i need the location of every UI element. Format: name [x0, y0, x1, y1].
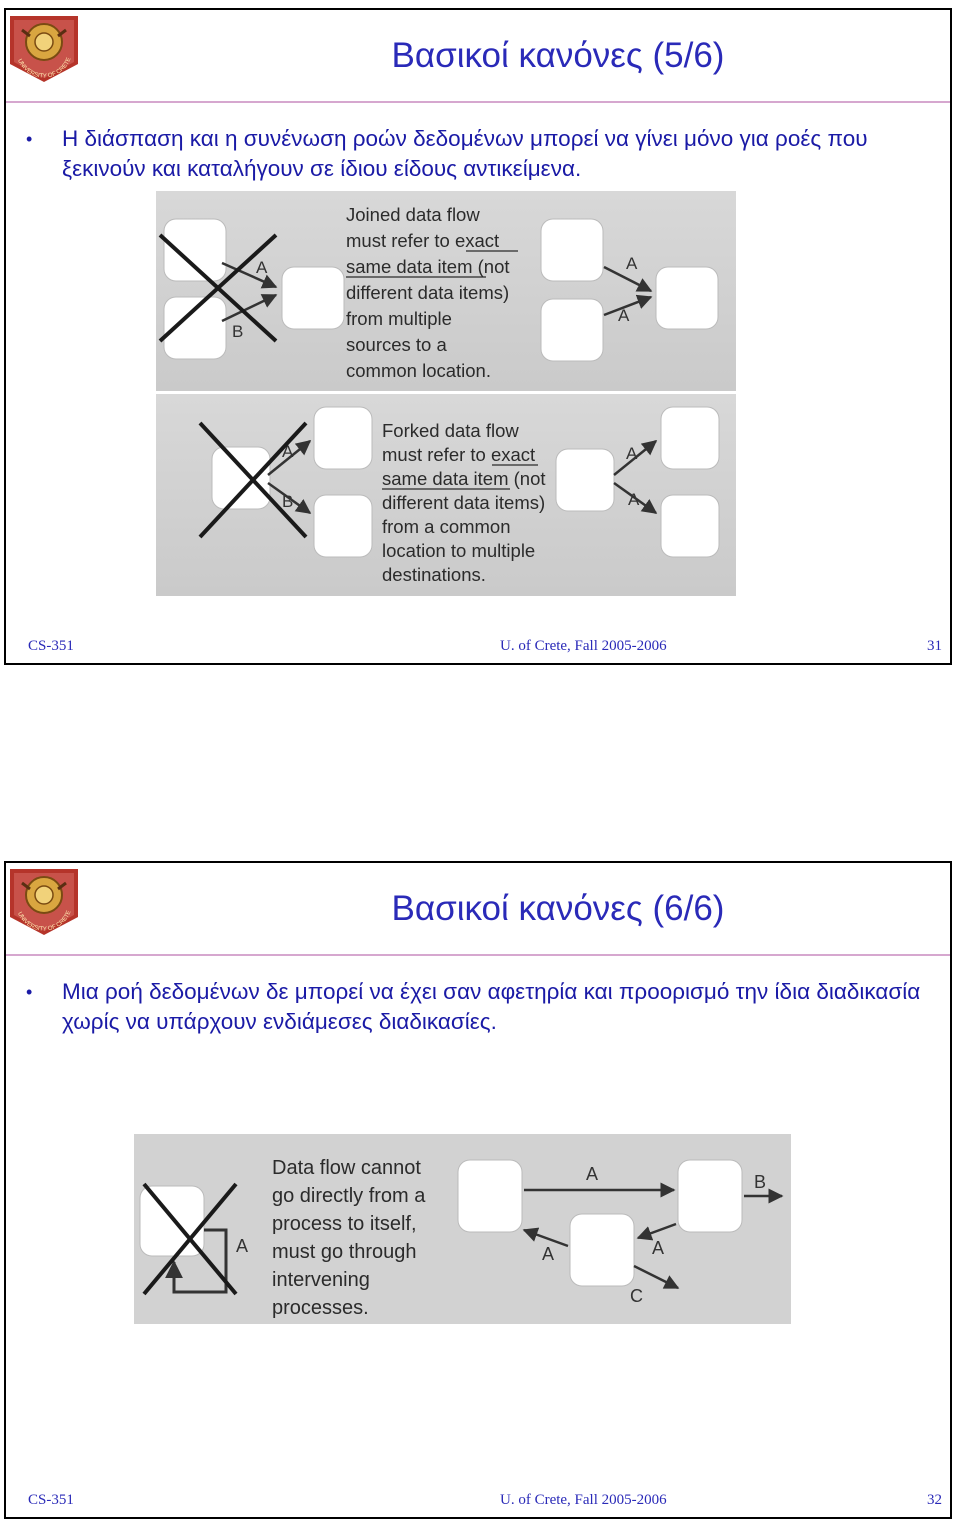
process-box: [212, 447, 270, 509]
flow-label: A: [586, 1164, 599, 1184]
flow-label: A: [282, 442, 294, 461]
flow-label: C: [630, 1286, 643, 1306]
title-divider: [6, 954, 950, 956]
process-box: [656, 267, 718, 329]
process-box: [314, 495, 372, 557]
svg-text:same data item (not: same data item (not: [346, 256, 510, 277]
process-box: [314, 407, 372, 469]
svg-text:must refer to exact: must refer to exact: [382, 444, 536, 465]
process-box: [458, 1160, 522, 1232]
process-box: [661, 407, 719, 469]
svg-text:same data item (not: same data item (not: [382, 468, 546, 489]
flow-label: B: [282, 492, 294, 511]
process-box: [164, 219, 226, 281]
process-box: [541, 299, 603, 361]
process-box: [570, 1214, 634, 1286]
university-of-crete-logo: [8, 865, 80, 937]
process-box: [661, 495, 719, 557]
flow-label: A: [618, 306, 630, 325]
logo-text: UNIVERSITY OF CRETE: [16, 909, 73, 933]
university-of-crete-logo: [8, 12, 80, 84]
footer-course: CS-351: [28, 1492, 74, 1508]
process-box: [556, 449, 614, 511]
svg-text:from a common: from a common: [382, 516, 511, 537]
process-box: [282, 267, 344, 329]
svg-text:location to multiple: location to multiple: [382, 540, 536, 561]
svg-text:Data flow cannot: Data flow cannot: [272, 1157, 421, 1179]
svg-text:must go through: must go through: [272, 1241, 417, 1263]
bullet-text: Μια ροή δεδομένων δε μπορεί να έχει σαν αφετηρία και προορισμό την ίδια διαδικασία χωρίς να υπάρχουν ενδιάμεσες διαδικασίες.: [62, 979, 921, 1034]
flow-label: A: [626, 254, 638, 273]
flow-label: A: [628, 490, 640, 509]
svg-text:intervening: intervening: [272, 1269, 370, 1291]
svg-text:sources to a: sources to a: [346, 334, 447, 355]
svg-text:different data items): different data items): [382, 492, 546, 513]
svg-text:processes.: processes.: [272, 1297, 369, 1319]
slide-32: [4, 861, 952, 1519]
flow-label: A: [626, 444, 638, 463]
logo-text: UNIVERSITY OF CRETE: [16, 56, 73, 80]
page-title: Βασικοί κανόνες (6/6): [391, 889, 725, 928]
flow-label: B: [232, 322, 244, 341]
svg-text:different data items): different data items): [346, 282, 510, 303]
footer-university: U. of Crete, Fall 2005-2006: [500, 638, 667, 654]
bullet-item: [26, 124, 926, 184]
flow-label: A: [652, 1238, 665, 1258]
footer-page-number: 32: [927, 1492, 942, 1508]
footer-course: CS-351: [28, 638, 74, 654]
svg-text:from multiple: from multiple: [346, 308, 452, 329]
process-box: [678, 1160, 742, 1232]
bullet-item: [26, 977, 926, 1037]
self-loop-flow-figure: [134, 1134, 791, 1324]
flow-label: A: [256, 258, 268, 277]
flow-label: A: [236, 1236, 249, 1256]
page-title: Βασικοί κανόνες (5/6): [391, 36, 725, 75]
svg-text:go directly from a: go directly from a: [272, 1185, 426, 1207]
footer-university: U. of Crete, Fall 2005-2006: [500, 1492, 667, 1508]
footer-page-number: 31: [927, 638, 942, 654]
joined-forked-flow-figure: [156, 191, 736, 596]
svg-text:process to itself,: process to itself,: [272, 1213, 417, 1235]
flow-label: A: [542, 1244, 555, 1264]
forked-caption: [382, 420, 546, 585]
svg-text:destinations.: destinations.: [382, 564, 486, 585]
flow-label: B: [754, 1172, 767, 1192]
slide-31: [4, 8, 952, 665]
svg-text:must refer to exact: must refer to exact: [346, 230, 500, 251]
svg-text:Forked data flow: Forked data flow: [382, 420, 519, 441]
bullet-text: Η διάσπαση και η συνένωση ροών δεδομένων μπορεί να γίνει μόνο για ροές που ξεκινούν και καταλήγουν σε ίδιου είδους αντικείμενα.: [62, 126, 868, 181]
bullet-icon: •: [26, 982, 33, 1002]
svg-text:Joined data flow: Joined data flow: [346, 204, 480, 225]
svg-text:common location.: common location.: [346, 360, 491, 381]
bullet-icon: •: [26, 129, 33, 149]
process-box: [541, 219, 603, 281]
title-divider: [6, 101, 950, 103]
